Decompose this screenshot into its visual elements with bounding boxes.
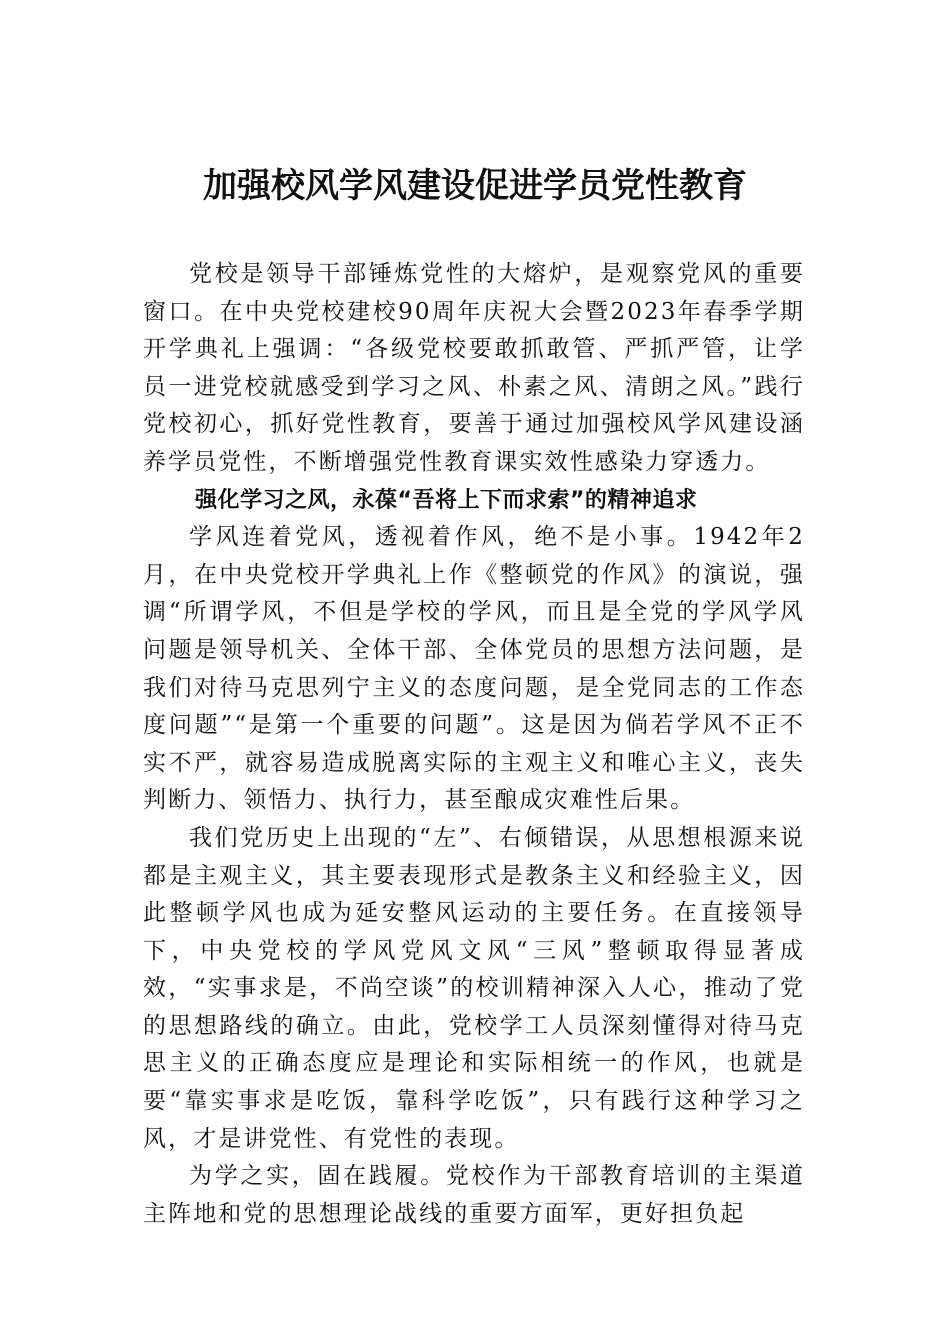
section-paragraph-1: 学风连着党风，透视着作风，绝不是小事。1942年2月，在中央党校开学典礼上作《整顿党的作风》的演说，强调“所谓学风，不但是学校的学风，而且是全党的学风学风问题是领导机关、全体干部、全体党员的思想方法问题，是我们对待马克思列宁主义的态度问题，是全党同志的工作态度问题”“是第一个重要的问题”。这是因为倘若学风不正不实不严，就容易造成脱离实际的主观主义和唯心主义，丧失判断力、领悟力、执行力，甚至酿成灾难性后果。 <box>143 524 805 814</box>
section-paragraph-3: 为学之实，固在践履。党校作为干部教育培训的主渠道主阵地和党的思想理论战线的重要方面军，更好担负起 <box>143 1163 805 1227</box>
section-paragraph-2: 我们党历史上出现的“左”、右倾错误，从思想根源来说都是主观主义，其主要表现形式是教条主义和经验主义，因此整顿学风也成为延安整风运动的主要任务。在直接领导下，中央党校的学风党风文风“三风”整顿取得显著成效，“实事求是，不尚空谈”的校训精神深入人心，推动了党的思想路线的确立。由此，党校学工人员深刻懂得对待马克思主义的正确态度应是理论和实际相统一的作风，也就是要“靠实事求是吃饭，靠科学吃饭”，只有践行这种学习之风，才是讲党性、有党性的表现。 <box>143 824 805 1152</box>
section-heading: 强化学习之风，永葆“吾将上下而求索”的精神追求 <box>195 487 698 513</box>
intro-paragraph: 党校是领导干部锤炼党性的大熔炉，是观察党风的重要窗口。在中央党校建校90周年庆祝大会暨2023年春季学期开学典礼上强调：“各级党校要敢抓敢管、严抓严管，让学员一进党校就感受到学习之风、朴素之风、清朗之风。”践行党校初心，抓好党性教育，要善于通过加强校风学风建设涵养学员党性，不断增强党性教育课实效性感染力穿透力。 <box>143 261 805 475</box>
document-title: 加强校风学风建设促进学员党性教育 <box>203 166 747 206</box>
document-body <box>143 256 805 1233</box>
